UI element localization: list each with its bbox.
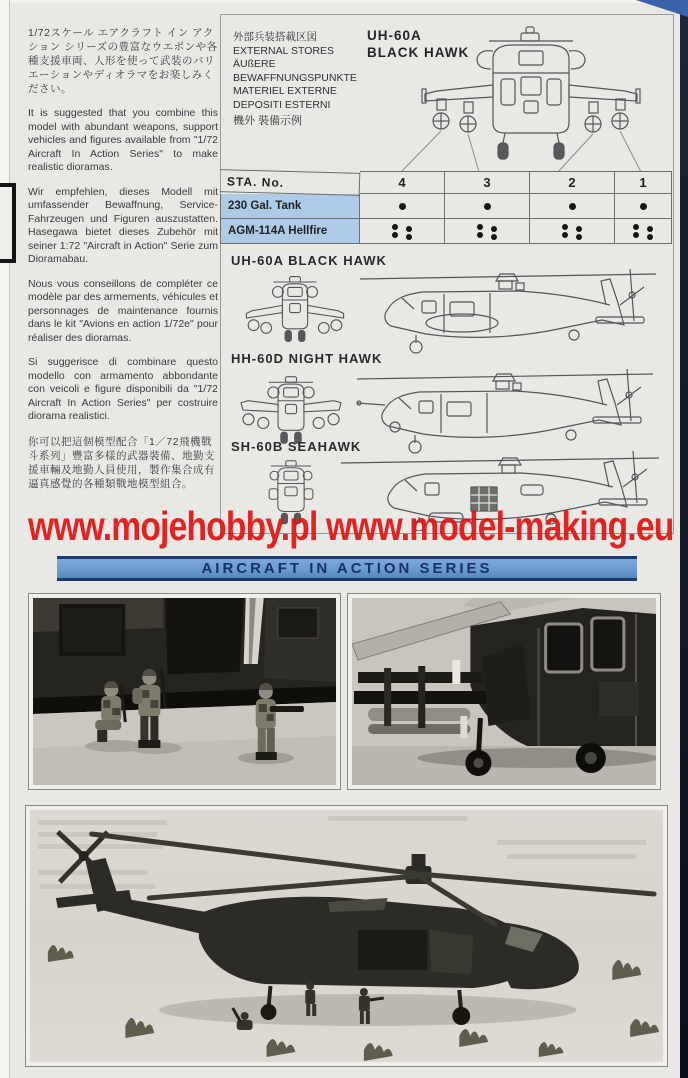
photo-diorama <box>25 805 668 1067</box>
load-dot <box>562 224 568 230</box>
station-load-dots <box>445 219 530 244</box>
hh60d-front-view <box>233 373 349 447</box>
load-dot <box>399 203 406 210</box>
aircraft-title-line2: BLACK HAWK <box>367 45 470 60</box>
load-dot <box>576 226 582 232</box>
station-load-dots <box>360 219 445 244</box>
stores-table-row <box>220 194 672 219</box>
load-dot <box>484 203 491 210</box>
load-dot <box>392 224 398 230</box>
intro-italian: Si suggerisce di combinare questo modello con armamento abbondante con veicoli e figure disponibili da "1/72 Aircraft In Action Series" per costruire diorama realistici. <box>28 356 218 422</box>
external-stores-panel <box>220 14 674 534</box>
stores-table <box>220 171 672 244</box>
stores-heading-zh: 機外 裝備示例 <box>233 115 303 127</box>
stores-heading-de2: BEWAFFNUNGSPUNKTE <box>233 71 357 84</box>
store-row-label: 230 Gal. Tank <box>220 194 360 219</box>
load-dot <box>491 234 497 240</box>
store-row-label: AGM-114A Hellfire <box>220 219 360 244</box>
load-dot <box>392 232 398 238</box>
photo-figures-illustration <box>33 598 336 785</box>
uh60a-side-view <box>357 265 669 357</box>
station-column-header: 3 <box>445 171 530 194</box>
stores-heading-it: DEPOSITI ESTERNI <box>233 98 331 111</box>
intro-chinese: 你可以把這個模型配合「1／72飛機戰斗系列」豐富多樣的武器裝備、地勤支援車輛及地勤人員使用，製作集合成有逼真感覺的各種類戰地模型組合。 <box>28 435 215 490</box>
stores-table-row <box>220 219 672 244</box>
intro-japanese: 1/72スケール エアクラフト イン アクション シリーズの豊富なウエポンや各種支援車両、人形を使って武装のバリエーションやディオラマをお楽しみください。 <box>28 27 218 95</box>
load-dot <box>576 234 582 240</box>
station-column-header: 2 <box>530 171 615 194</box>
load-dot <box>406 234 412 240</box>
load-dot <box>633 224 639 230</box>
series-banner <box>57 556 637 581</box>
variant-label-hh60d: HH-60D NIGHT HAWK <box>231 351 383 366</box>
photo-cockpit-weapons <box>347 593 661 790</box>
watermark: www.mojehobby.pl www.model-making.eu <box>28 503 674 549</box>
station-load-dots <box>530 219 615 244</box>
intro-french: Nous vous conseillons de compléter ce modèle par des armements, véhicules et personnages de maintenance fournis dans le kit "Avions en action 1/72e" pour réaliser des dioramas. <box>28 277 218 344</box>
load-dot <box>477 224 483 230</box>
load-dot <box>633 232 639 238</box>
intro-german: Wir empfehlen, dieses Modell mit umfassender Bewaffnung, Service-Fahrzeugen und Figuren auszustatten. Hasegawa bietet dieses Zubehör mit seiner 1:72 "Aircraft in Action" Serie zum Dioramabau. <box>28 185 218 265</box>
variant-label-uh60a: UH-60A BLACK HAWK <box>231 253 387 268</box>
station-load-dots <box>530 194 615 219</box>
load-dot <box>562 232 568 238</box>
table-corner-label: STA. No. <box>220 169 361 196</box>
page-fold-mark <box>0 183 16 263</box>
uh60a-front-view <box>237 273 353 345</box>
aircraft-title-line1: UH-60A <box>367 28 422 43</box>
hh60d-side-view <box>351 365 669 457</box>
load-dot <box>491 226 497 232</box>
load-dot <box>569 203 576 210</box>
uh60-front-view-diagram <box>221 15 673 175</box>
load-dot <box>640 203 647 210</box>
stores-heading-ja: 外部兵装搭載区図 <box>233 31 317 43</box>
load-dot <box>406 226 412 232</box>
photo-diorama-illustration <box>30 810 663 1062</box>
stores-heading-fr: MATERIEL EXTERNE <box>233 85 337 97</box>
intro-text-column <box>28 26 218 502</box>
scan-top-edge <box>0 0 688 3</box>
station-load-dots <box>615 219 672 244</box>
station-load-dots <box>360 194 445 219</box>
variant-label-sh60b: SH-60B SEAHAWK <box>231 439 362 454</box>
page-left-edge <box>0 0 10 1078</box>
stores-heading-en: EXTERNAL STORES <box>233 44 334 57</box>
station-load-dots <box>445 194 530 219</box>
photo-cockpit-illustration <box>352 598 656 785</box>
scan-corner <box>636 0 688 17</box>
series-banner-label: AIRCRAFT IN ACTION SERIES <box>201 560 493 577</box>
load-dot <box>647 226 653 232</box>
station-column-header: 4 <box>360 171 445 194</box>
scan-right-edge <box>680 0 688 1078</box>
photo-figures-at-cabin <box>28 593 341 790</box>
station-column-header: 1 <box>615 171 672 194</box>
load-dot <box>647 234 653 240</box>
station-load-dots <box>615 194 672 219</box>
stores-heading-de1: ÄUßERE <box>233 58 276 70</box>
intro-english: It is suggested that you combine this model with abundant weapons, support vehicles and figures available from "1/72 Aircraft In Action Series" to make realistic dioramas. <box>28 107 218 173</box>
load-dot <box>477 232 483 238</box>
